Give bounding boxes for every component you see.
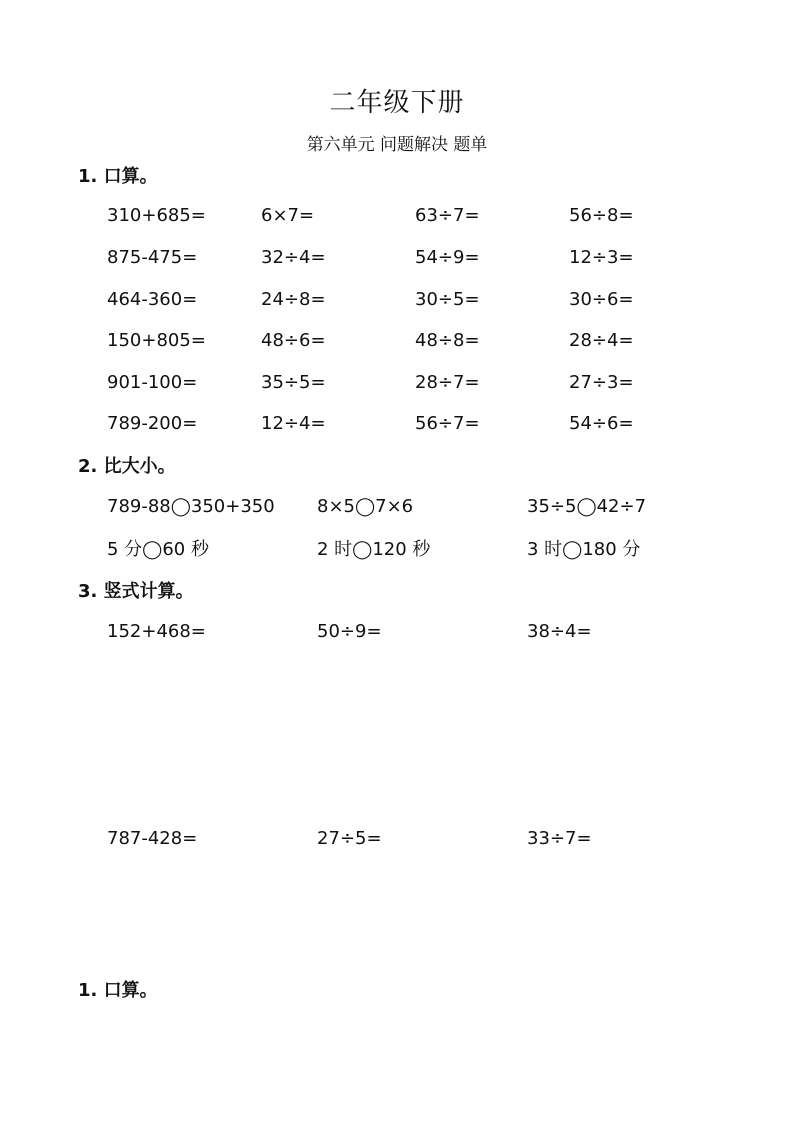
section-heading-oral-calculation: 1. 口算。 — [78, 166, 158, 187]
compare-problem: 789-88◯350+350 — [107, 496, 275, 517]
vertical-problem: 50÷9= — [317, 621, 382, 642]
vertical-problem: 33÷7= — [527, 828, 592, 849]
oral-problem: 56÷7= — [415, 413, 480, 434]
vertical-problem: 152+468= — [107, 621, 206, 642]
compare-problem: 5 分◯60 秒 — [107, 539, 209, 560]
oral-problem: 12÷4= — [261, 413, 326, 434]
oral-problem: 30÷5= — [415, 289, 480, 310]
oral-problem: 27÷3= — [569, 372, 634, 393]
vertical-problem: 38÷4= — [527, 621, 592, 642]
oral-problem: 28÷7= — [415, 372, 480, 393]
section-heading-compare: 2. 比大小。 — [78, 456, 176, 477]
oral-problem: 48÷8= — [415, 330, 480, 351]
oral-problem: 28÷4= — [569, 330, 634, 351]
section-heading-oral-calculation-repeat: 1. 口算。 — [78, 980, 158, 1001]
oral-problem: 56÷8= — [569, 205, 634, 226]
oral-problem: 48÷6= — [261, 330, 326, 351]
oral-problem: 63÷7= — [415, 205, 480, 226]
oral-problem: 6×7= — [261, 205, 315, 226]
oral-problem: 901-100= — [107, 372, 198, 393]
compare-problem: 3 时◯180 分 — [527, 539, 641, 560]
oral-problem: 30÷6= — [569, 289, 634, 310]
compare-problem: 8×5◯7×6 — [317, 496, 414, 517]
oral-problem: 32÷4= — [261, 247, 326, 268]
oral-problem: 464-360= — [107, 289, 198, 310]
oral-problem: 35÷5= — [261, 372, 326, 393]
oral-problem: 150+805= — [107, 330, 206, 351]
vertical-problem: 27÷5= — [317, 828, 382, 849]
compare-problem: 2 时◯120 秒 — [317, 539, 431, 560]
oral-problem: 24÷8= — [261, 289, 326, 310]
oral-problem: 12÷3= — [569, 247, 634, 268]
oral-problem: 875-475= — [107, 247, 198, 268]
compare-problem: 35÷5◯42÷7 — [527, 496, 647, 517]
section-heading-vertical-calculation: 3. 竖式计算。 — [78, 581, 194, 602]
oral-problem: 310+685= — [107, 205, 206, 226]
vertical-problem: 787-428= — [107, 828, 198, 849]
oral-problem: 789-200= — [107, 413, 198, 434]
page-title: 二年级下册 — [329, 88, 465, 118]
oral-problem: 54÷6= — [569, 413, 634, 434]
oral-problem: 54÷9= — [415, 247, 480, 268]
page-subtitle: 第六单元 问题解决 题单 — [306, 135, 488, 155]
